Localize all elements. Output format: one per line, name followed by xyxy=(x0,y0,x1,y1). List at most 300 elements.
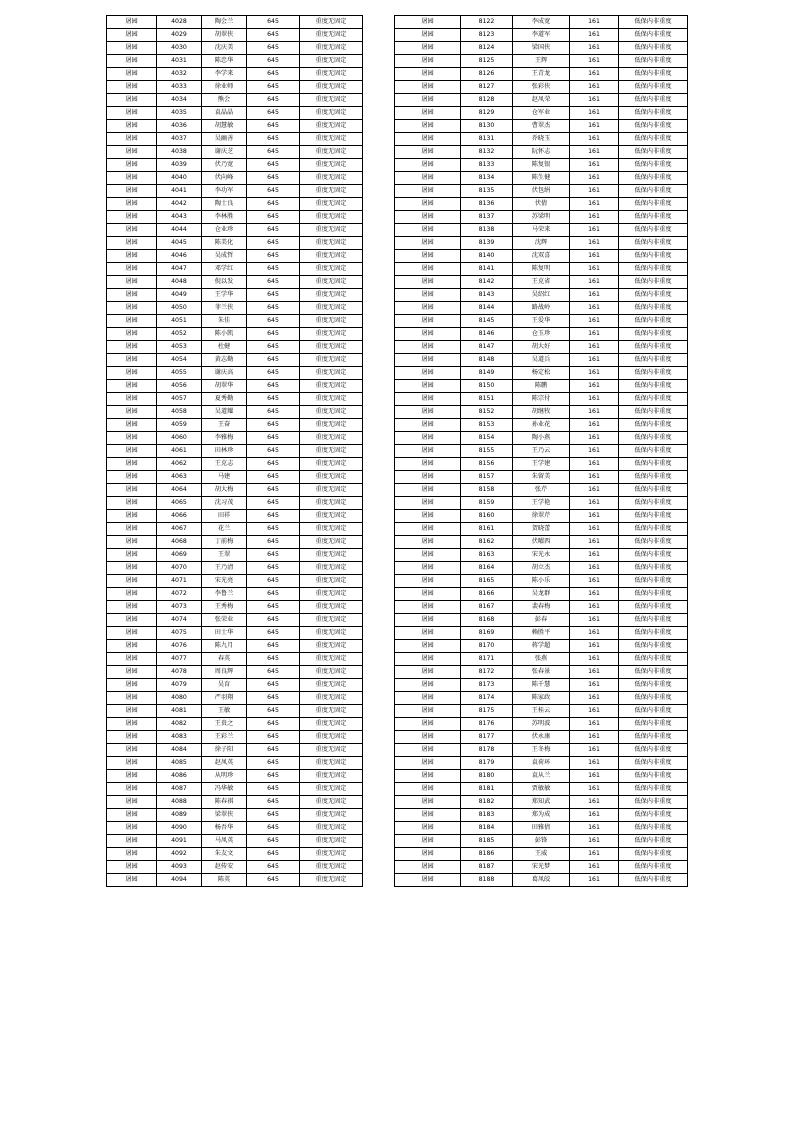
village-cell: 屠园 xyxy=(395,68,461,81)
table-row xyxy=(395,705,688,718)
village-cell: 屠园 xyxy=(107,432,157,445)
table-row xyxy=(107,575,363,588)
amount-cell: 161 xyxy=(570,81,619,94)
amount-cell: 161 xyxy=(570,198,619,211)
village-cell: 屠园 xyxy=(107,367,157,380)
id-cell: 8163 xyxy=(461,549,513,562)
village-cell: 屠园 xyxy=(395,224,461,237)
name-cell: 伏曜西 xyxy=(513,536,570,549)
village-cell: 屠园 xyxy=(107,796,157,809)
amount-cell: 645 xyxy=(247,107,300,120)
table-row xyxy=(395,497,688,510)
id-cell: 4043 xyxy=(157,211,202,224)
name-cell: 乔晓玉 xyxy=(513,133,570,146)
village-cell: 屠园 xyxy=(395,133,461,146)
amount-cell: 161 xyxy=(570,575,619,588)
name-cell: 路战岭 xyxy=(513,302,570,315)
category-cell: 重度无固定 xyxy=(300,276,363,289)
village-cell: 屠园 xyxy=(107,835,157,848)
table-row xyxy=(107,562,363,575)
village-cell: 屠园 xyxy=(107,471,157,484)
id-cell: 4029 xyxy=(157,29,202,42)
table-row xyxy=(107,133,363,146)
category-cell: 低保内非重度 xyxy=(619,744,688,757)
village-cell: 屠园 xyxy=(107,861,157,874)
village-cell: 屠园 xyxy=(107,679,157,692)
village-cell: 屠园 xyxy=(107,458,157,471)
id-cell: 4052 xyxy=(157,328,202,341)
amount-cell: 161 xyxy=(570,835,619,848)
table-row xyxy=(107,328,363,341)
name-cell: 赖胜平 xyxy=(513,627,570,640)
table-row xyxy=(395,16,688,29)
table-row xyxy=(107,380,363,393)
amount-cell: 161 xyxy=(570,185,619,198)
village-cell: 屠园 xyxy=(107,510,157,523)
table-row xyxy=(395,822,688,835)
category-cell: 低保内非重度 xyxy=(619,367,688,380)
id-cell: 8131 xyxy=(461,133,513,146)
name-cell: 李学来 xyxy=(202,68,247,81)
category-cell: 低保内非重度 xyxy=(619,354,688,367)
category-cell: 重度无固定 xyxy=(300,484,363,497)
id-cell: 4038 xyxy=(157,146,202,159)
table-row xyxy=(395,835,688,848)
name-cell: 王桂云 xyxy=(513,705,570,718)
amount-cell: 161 xyxy=(570,237,619,250)
village-cell: 屠园 xyxy=(107,627,157,640)
id-cell: 4042 xyxy=(157,198,202,211)
village-cell: 屠园 xyxy=(395,354,461,367)
id-cell: 8146 xyxy=(461,328,513,341)
table-row xyxy=(395,198,688,211)
name-cell: 陈美化 xyxy=(202,237,247,250)
village-cell: 屠园 xyxy=(395,744,461,757)
village-cell: 屠园 xyxy=(107,94,157,107)
id-cell: 4049 xyxy=(157,289,202,302)
id-cell: 8179 xyxy=(461,757,513,770)
name-cell: 仓玉珍 xyxy=(513,328,570,341)
table-row xyxy=(395,510,688,523)
category-cell: 重度无固定 xyxy=(300,627,363,640)
name-cell: 胡慧敏 xyxy=(202,120,247,133)
id-cell: 8170 xyxy=(461,640,513,653)
name-cell: 陈家政 xyxy=(513,692,570,705)
amount-cell: 161 xyxy=(570,276,619,289)
amount-cell: 645 xyxy=(247,42,300,55)
id-cell: 8152 xyxy=(461,406,513,419)
id-cell: 4088 xyxy=(157,796,202,809)
table-row xyxy=(107,809,363,822)
village-cell: 屠园 xyxy=(395,107,461,120)
village-cell: 屠园 xyxy=(107,120,157,133)
id-cell: 4061 xyxy=(157,445,202,458)
name-cell: 朱留美 xyxy=(513,471,570,484)
name-cell: 贾敏敏 xyxy=(513,783,570,796)
category-cell: 低保内非重度 xyxy=(619,627,688,640)
id-cell: 8171 xyxy=(461,653,513,666)
village-cell: 屠园 xyxy=(107,68,157,81)
table-row xyxy=(107,146,363,159)
amount-cell: 645 xyxy=(247,666,300,679)
id-cell: 4041 xyxy=(157,185,202,198)
table-row xyxy=(395,68,688,81)
category-cell: 低保内非重度 xyxy=(619,757,688,770)
category-cell: 低保内非重度 xyxy=(619,523,688,536)
amount-cell: 161 xyxy=(570,523,619,536)
category-cell: 低保内非重度 xyxy=(619,224,688,237)
id-cell: 8134 xyxy=(461,172,513,185)
category-cell: 重度无固定 xyxy=(300,692,363,705)
id-cell: 8148 xyxy=(461,354,513,367)
village-cell: 屠园 xyxy=(107,81,157,94)
category-cell: 低保内非重度 xyxy=(619,107,688,120)
table-row xyxy=(395,757,688,770)
id-cell: 4028 xyxy=(157,16,202,29)
village-cell: 屠园 xyxy=(395,250,461,263)
category-cell: 重度无固定 xyxy=(300,549,363,562)
id-cell: 8173 xyxy=(461,679,513,692)
village-cell: 屠园 xyxy=(395,874,461,887)
name-cell: 王贵之 xyxy=(202,718,247,731)
table-row xyxy=(107,289,363,302)
id-cell: 4074 xyxy=(157,614,202,627)
id-cell: 4066 xyxy=(157,510,202,523)
name-cell: 伏倩 xyxy=(513,198,570,211)
village-cell: 屠园 xyxy=(107,341,157,354)
village-cell: 屠园 xyxy=(395,705,461,718)
id-cell: 4031 xyxy=(157,55,202,68)
id-cell: 8165 xyxy=(461,575,513,588)
category-cell: 低保内非重度 xyxy=(619,666,688,679)
id-cell: 4092 xyxy=(157,848,202,861)
amount-cell: 645 xyxy=(247,198,300,211)
village-cell: 屠园 xyxy=(107,497,157,510)
id-cell: 4073 xyxy=(157,601,202,614)
amount-cell: 645 xyxy=(247,835,300,848)
amount-cell: 645 xyxy=(247,510,300,523)
category-cell: 重度无固定 xyxy=(300,770,363,783)
village-cell: 屠园 xyxy=(395,497,461,510)
category-cell: 低保内非重度 xyxy=(619,705,688,718)
table-row xyxy=(107,55,363,68)
category-cell: 重度无固定 xyxy=(300,328,363,341)
id-cell: 8167 xyxy=(461,601,513,614)
village-cell: 屠园 xyxy=(395,81,461,94)
id-cell: 4036 xyxy=(157,120,202,133)
village-cell: 屠园 xyxy=(107,783,157,796)
table-row xyxy=(107,588,363,601)
village-cell: 屠园 xyxy=(395,432,461,445)
category-cell: 低保内非重度 xyxy=(619,835,688,848)
id-cell: 4067 xyxy=(157,523,202,536)
amount-cell: 645 xyxy=(247,640,300,653)
village-cell: 屠园 xyxy=(395,237,461,250)
category-cell: 低保内非重度 xyxy=(619,809,688,822)
amount-cell: 161 xyxy=(570,302,619,315)
id-cell: 8138 xyxy=(461,224,513,237)
name-cell: 王爱华 xyxy=(513,315,570,328)
category-cell: 重度无固定 xyxy=(300,185,363,198)
category-cell: 低保内非重度 xyxy=(619,276,688,289)
id-cell: 4087 xyxy=(157,783,202,796)
table-row xyxy=(107,848,363,861)
name-cell: 王乃云 xyxy=(513,445,570,458)
table-row xyxy=(395,315,688,328)
id-cell: 8124 xyxy=(461,42,513,55)
id-cell: 8155 xyxy=(461,445,513,458)
table-row xyxy=(395,341,688,354)
village-cell: 屠园 xyxy=(395,627,461,640)
name-cell: 郑为成 xyxy=(513,809,570,822)
category-cell: 低保内非重度 xyxy=(619,55,688,68)
name-cell: 田祥 xyxy=(202,510,247,523)
category-cell: 低保内非重度 xyxy=(619,68,688,81)
table-row xyxy=(395,640,688,653)
id-cell: 8181 xyxy=(461,783,513,796)
table-row xyxy=(107,471,363,484)
table-row xyxy=(107,81,363,94)
category-cell: 重度无固定 xyxy=(300,679,363,692)
id-cell: 4080 xyxy=(157,692,202,705)
id-cell: 8184 xyxy=(461,822,513,835)
table-row xyxy=(107,94,363,107)
id-cell: 8183 xyxy=(461,809,513,822)
table-row xyxy=(107,42,363,55)
id-cell: 8143 xyxy=(461,289,513,302)
amount-cell: 645 xyxy=(247,146,300,159)
village-cell: 屠园 xyxy=(395,367,461,380)
village-cell: 屠园 xyxy=(107,614,157,627)
name-cell: 沈习茂 xyxy=(202,497,247,510)
village-cell: 屠园 xyxy=(395,16,461,29)
category-cell: 重度无固定 xyxy=(300,16,363,29)
table-row xyxy=(395,237,688,250)
amount-cell: 161 xyxy=(570,653,619,666)
amount-cell: 645 xyxy=(247,575,300,588)
amount-cell: 161 xyxy=(570,120,619,133)
name-cell: 张荣业 xyxy=(202,614,247,627)
name-cell: 田雅倩 xyxy=(513,822,570,835)
village-cell: 屠园 xyxy=(107,224,157,237)
roster-table-right xyxy=(394,15,688,887)
category-cell: 重度无固定 xyxy=(300,380,363,393)
category-cell: 低保内非重度 xyxy=(619,315,688,328)
id-cell: 8153 xyxy=(461,419,513,432)
table-row xyxy=(395,614,688,627)
amount-cell: 645 xyxy=(247,861,300,874)
name-cell: 谢庆芝 xyxy=(202,146,247,159)
village-cell: 屠园 xyxy=(107,484,157,497)
village-cell: 屠园 xyxy=(395,796,461,809)
id-cell: 4047 xyxy=(157,263,202,276)
amount-cell: 161 xyxy=(570,757,619,770)
table-row xyxy=(107,68,363,81)
table-row xyxy=(107,250,363,263)
village-cell: 屠园 xyxy=(395,341,461,354)
village-cell: 屠园 xyxy=(107,445,157,458)
category-cell: 低保内非重度 xyxy=(619,94,688,107)
id-cell: 8151 xyxy=(461,393,513,406)
id-cell: 4089 xyxy=(157,809,202,822)
village-cell: 屠园 xyxy=(395,601,461,614)
table-row xyxy=(395,107,688,120)
village-cell: 屠园 xyxy=(395,159,461,172)
category-cell: 低保内非重度 xyxy=(619,250,688,263)
amount-cell: 645 xyxy=(247,211,300,224)
table-row xyxy=(107,796,363,809)
amount-cell: 161 xyxy=(570,484,619,497)
id-cell: 4048 xyxy=(157,276,202,289)
village-cell: 屠园 xyxy=(107,575,157,588)
id-cell: 4072 xyxy=(157,588,202,601)
name-cell: 吴绍红 xyxy=(513,289,570,302)
table-row xyxy=(107,627,363,640)
id-cell: 8157 xyxy=(461,471,513,484)
id-cell: 4046 xyxy=(157,250,202,263)
name-cell: 陶会兰 xyxy=(202,16,247,29)
table-row xyxy=(395,731,688,744)
id-cell: 8132 xyxy=(461,146,513,159)
id-cell: 4034 xyxy=(157,94,202,107)
table-row xyxy=(395,861,688,874)
id-cell: 8164 xyxy=(461,562,513,575)
village-cell: 屠园 xyxy=(395,666,461,679)
table-row xyxy=(395,796,688,809)
table-row xyxy=(395,458,688,471)
name-cell: 马荣来 xyxy=(513,224,570,237)
amount-cell: 161 xyxy=(570,497,619,510)
amount-cell: 161 xyxy=(570,666,619,679)
village-cell: 屠园 xyxy=(395,588,461,601)
village-cell: 屠园 xyxy=(395,692,461,705)
id-cell: 8160 xyxy=(461,510,513,523)
table-row xyxy=(395,133,688,146)
amount-cell: 161 xyxy=(570,380,619,393)
id-cell: 4054 xyxy=(157,354,202,367)
amount-cell: 645 xyxy=(247,627,300,640)
village-cell: 屠园 xyxy=(107,380,157,393)
village-cell: 屠园 xyxy=(395,562,461,575)
category-cell: 重度无固定 xyxy=(300,666,363,679)
name-cell: 杨定松 xyxy=(513,367,570,380)
name-cell: 陶士良 xyxy=(202,198,247,211)
table-row xyxy=(395,744,688,757)
id-cell: 8139 xyxy=(461,237,513,250)
id-cell: 4062 xyxy=(157,458,202,471)
table-row xyxy=(107,159,363,172)
name-cell: 吴幽善 xyxy=(202,133,247,146)
village-cell: 屠园 xyxy=(107,29,157,42)
amount-cell: 645 xyxy=(247,874,300,887)
name-cell: 袁荷环 xyxy=(513,757,570,770)
category-cell: 重度无固定 xyxy=(300,94,363,107)
table-row xyxy=(395,289,688,302)
id-cell: 4060 xyxy=(157,432,202,445)
id-cell: 8145 xyxy=(461,315,513,328)
amount-cell: 645 xyxy=(247,471,300,484)
amount-cell: 161 xyxy=(570,614,619,627)
id-cell: 8125 xyxy=(461,55,513,68)
name-cell: 张燕 xyxy=(513,653,570,666)
name-cell: 袁从兰 xyxy=(513,770,570,783)
category-cell: 低保内非重度 xyxy=(619,471,688,484)
name-cell: 马建 xyxy=(202,471,247,484)
village-cell: 屠园 xyxy=(107,172,157,185)
name-cell: 曹翠杰 xyxy=(513,120,570,133)
roster-table-left-body xyxy=(107,16,363,887)
village-cell: 屠园 xyxy=(395,315,461,328)
amount-cell: 161 xyxy=(570,224,619,237)
table-row xyxy=(107,640,363,653)
id-cell: 4045 xyxy=(157,237,202,250)
table-row xyxy=(395,328,688,341)
amount-cell: 645 xyxy=(247,289,300,302)
roster-table-right-body xyxy=(395,16,688,887)
table-row xyxy=(107,497,363,510)
table-row xyxy=(395,367,688,380)
amount-cell: 161 xyxy=(570,536,619,549)
village-cell: 屠园 xyxy=(107,718,157,731)
amount-cell: 645 xyxy=(247,731,300,744)
id-cell: 8150 xyxy=(461,380,513,393)
village-cell: 屠园 xyxy=(395,393,461,406)
id-cell: 4063 xyxy=(157,471,202,484)
table-row xyxy=(107,666,363,679)
amount-cell: 161 xyxy=(570,406,619,419)
category-cell: 低保内非重度 xyxy=(619,640,688,653)
name-cell: 宋光梦 xyxy=(513,861,570,874)
table-row xyxy=(107,302,363,315)
name-cell: 王青龙 xyxy=(513,68,570,81)
category-cell: 重度无固定 xyxy=(300,81,363,94)
name-cell: 熊会 xyxy=(202,94,247,107)
village-cell: 屠园 xyxy=(107,640,157,653)
name-cell: 王学华 xyxy=(202,289,247,302)
amount-cell: 645 xyxy=(247,445,300,458)
village-cell: 屠园 xyxy=(107,42,157,55)
village-cell: 屠园 xyxy=(395,94,461,107)
name-cell: 从明珍 xyxy=(202,770,247,783)
amount-cell: 161 xyxy=(570,471,619,484)
name-cell: 胡大好 xyxy=(513,341,570,354)
amount-cell: 645 xyxy=(247,497,300,510)
amount-cell: 645 xyxy=(247,796,300,809)
category-cell: 低保内非重度 xyxy=(619,263,688,276)
village-cell: 屠园 xyxy=(107,133,157,146)
village-cell: 屠园 xyxy=(107,211,157,224)
category-cell: 重度无固定 xyxy=(300,601,363,614)
category-cell: 重度无固定 xyxy=(300,55,363,68)
amount-cell: 161 xyxy=(570,159,619,172)
table-row xyxy=(107,614,363,627)
category-cell: 低保内非重度 xyxy=(619,510,688,523)
category-cell: 重度无固定 xyxy=(300,744,363,757)
table-row xyxy=(395,679,688,692)
category-cell: 低保内非重度 xyxy=(619,211,688,224)
name-cell: 张春景 xyxy=(513,666,570,679)
amount-cell: 161 xyxy=(570,510,619,523)
amount-cell: 645 xyxy=(247,185,300,198)
id-cell: 8156 xyxy=(461,458,513,471)
name-cell: 邓学红 xyxy=(202,263,247,276)
category-cell: 低保内非重度 xyxy=(619,562,688,575)
id-cell: 4077 xyxy=(157,653,202,666)
id-cell: 4058 xyxy=(157,406,202,419)
name-cell: 冯华敏 xyxy=(202,783,247,796)
name-cell: 王学艳 xyxy=(513,497,570,510)
amount-cell: 161 xyxy=(570,640,619,653)
